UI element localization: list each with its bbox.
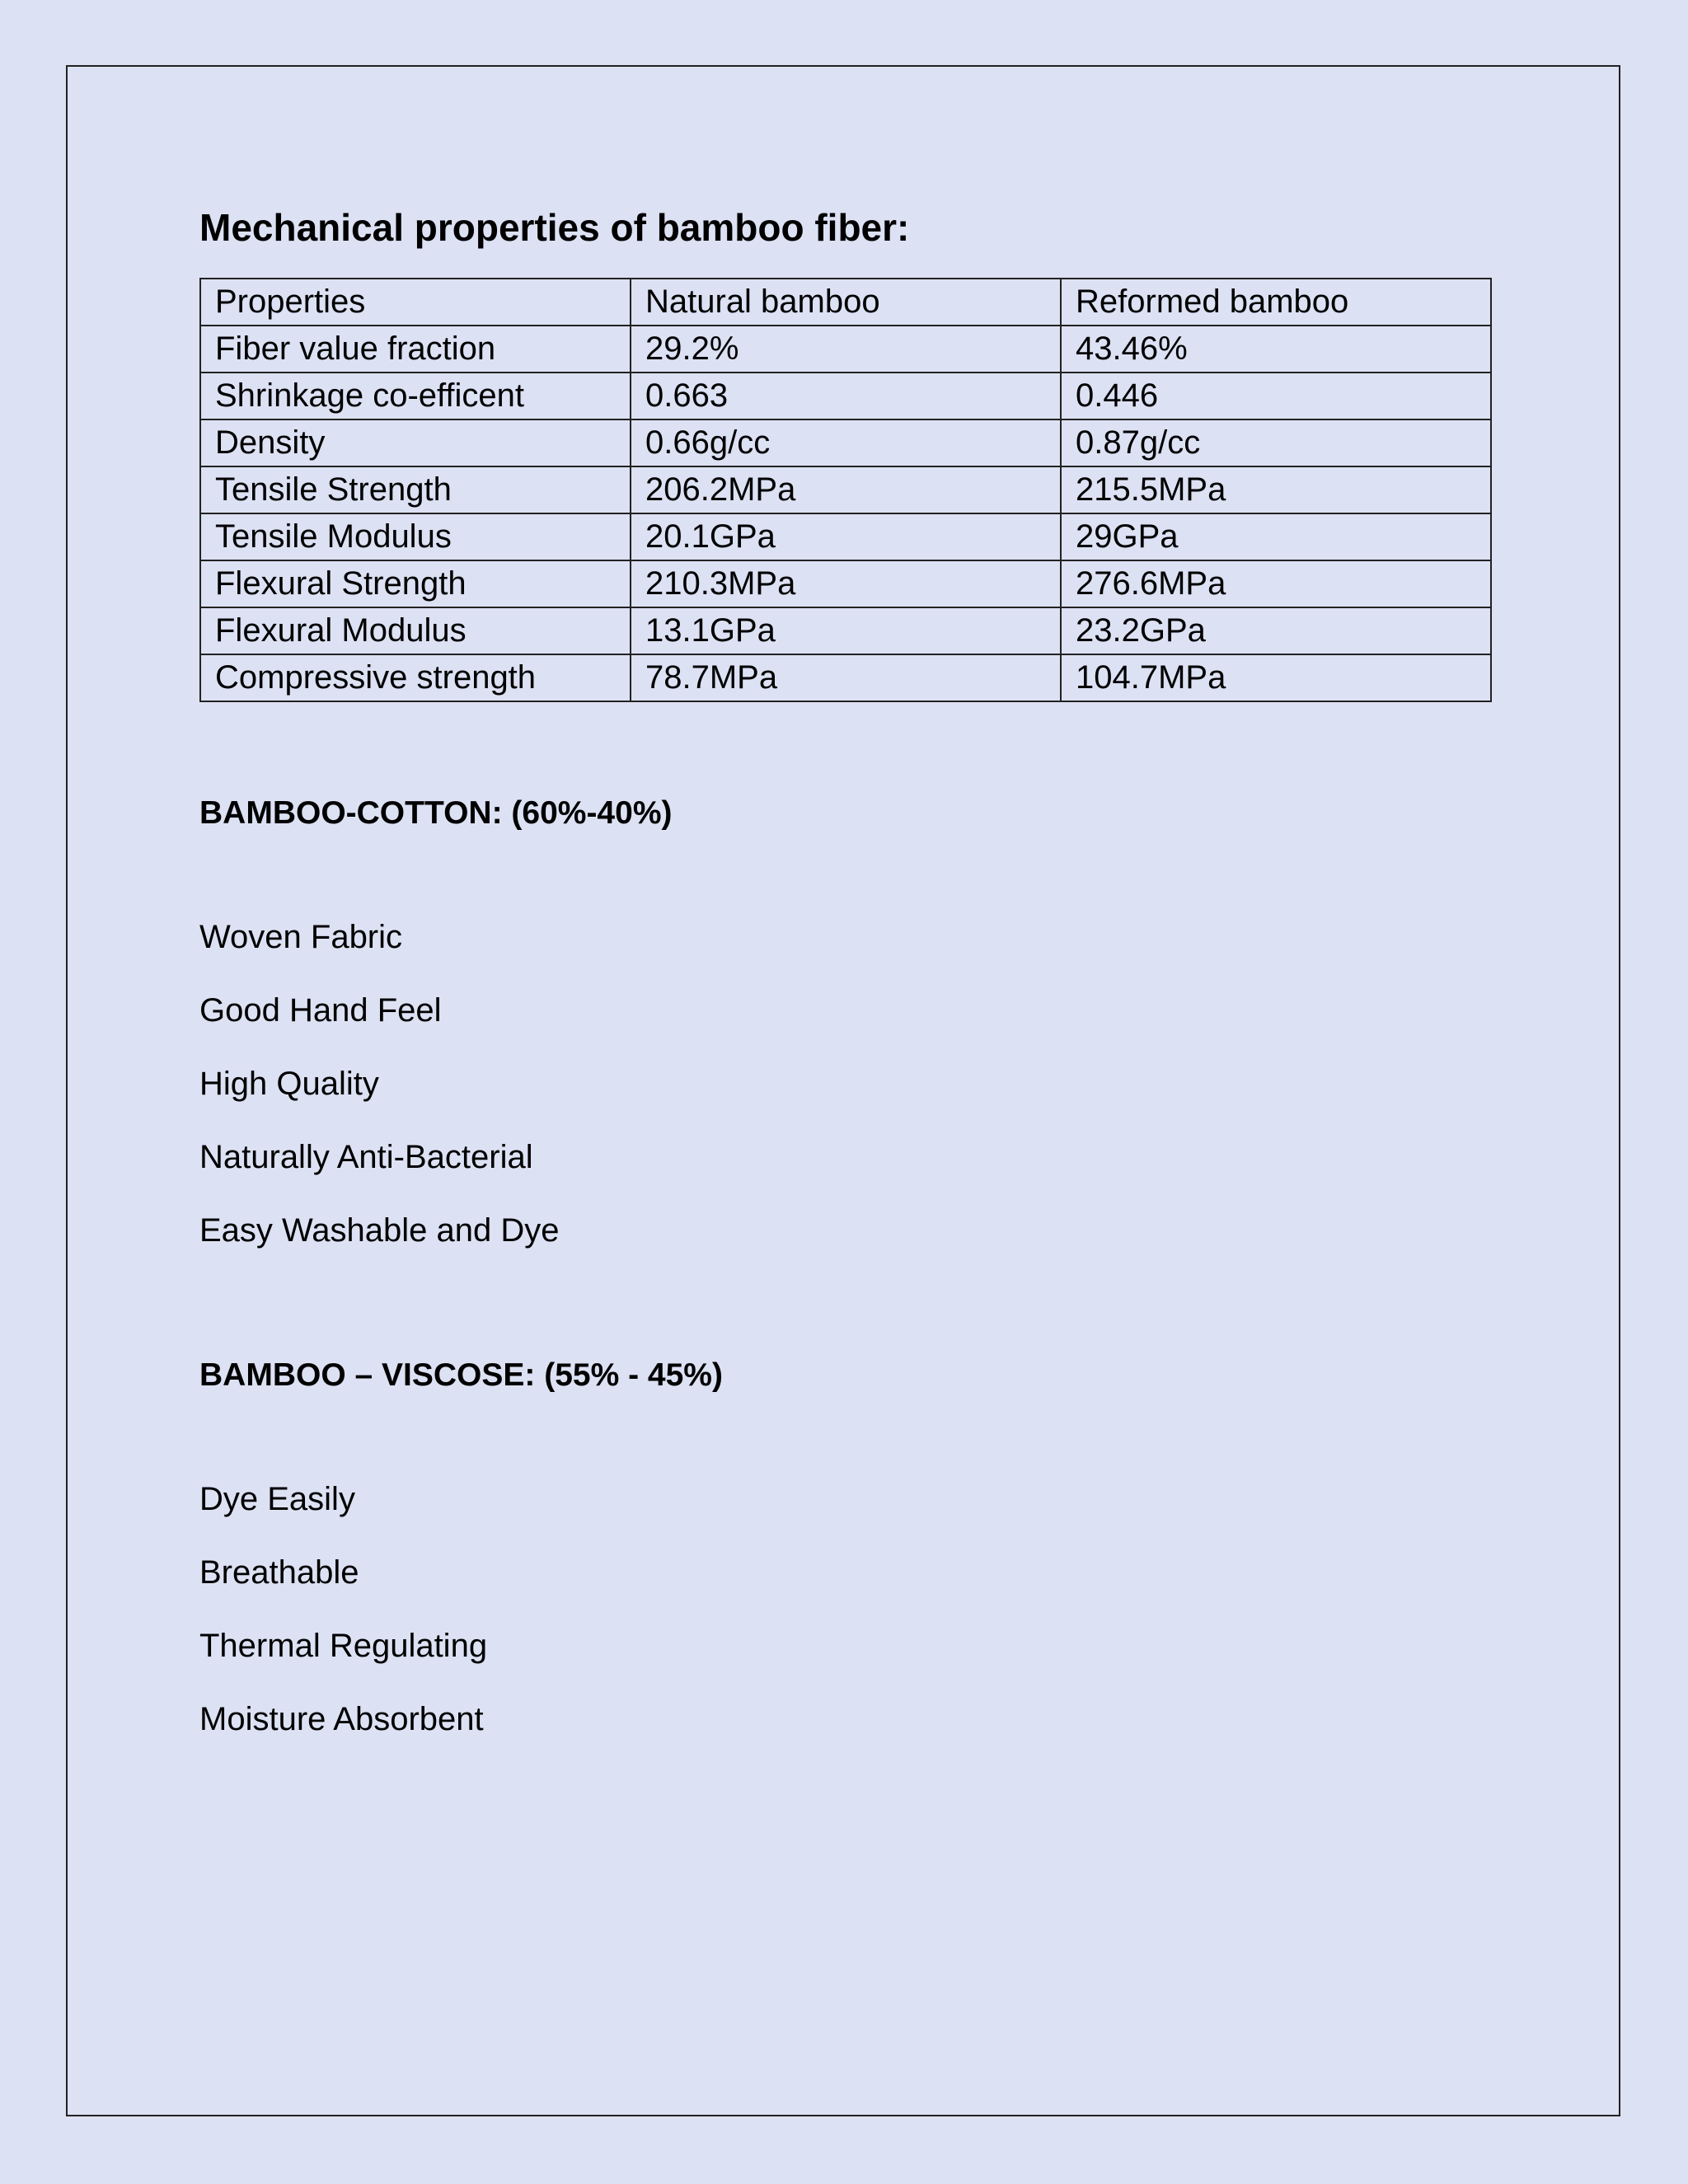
table-row — [200, 466, 1491, 513]
table-cell: 210.3MPa — [631, 560, 1061, 607]
table-header-cell: Natural bamboo — [631, 279, 1061, 326]
table-cell: 276.6MPa — [1061, 560, 1491, 607]
table-row — [200, 373, 1491, 419]
list-item: Woven Fabric — [199, 919, 403, 955]
bamboo-viscose-feature-list — [199, 1479, 487, 1772]
table-row — [200, 513, 1491, 560]
table-row — [200, 607, 1491, 654]
table-cell: 43.46% — [1061, 326, 1491, 373]
list-item: Moisture Absorbent — [199, 1701, 484, 1737]
table-cell: Compressive strength — [200, 654, 631, 701]
table-cell: 0.66g/cc — [631, 419, 1061, 466]
list-item: Thermal Regulating — [199, 1628, 488, 1664]
table-header-cell: Properties — [200, 279, 631, 326]
table-cell: Tensile Strength — [200, 466, 631, 513]
section-heading-bamboo-cotton: BAMBOO-COTTON: (60%-40%) — [199, 795, 673, 831]
table-cell: Flexural Modulus — [200, 607, 631, 654]
table-header-row — [200, 279, 1491, 326]
section-heading-bamboo-viscose: BAMBOO – VISCOSE: (55% - 45%) — [199, 1357, 723, 1393]
table-cell: Shrinkage co-efficent — [200, 373, 631, 419]
list-item: Naturally Anti-Bacterial — [199, 1139, 533, 1175]
table-cell: 0.446 — [1061, 373, 1491, 419]
table-cell: Density — [200, 419, 631, 466]
list-item: Dye Easily — [199, 1481, 355, 1517]
table-cell: Flexural Strength — [200, 560, 631, 607]
table-cell: 104.7MPa — [1061, 654, 1491, 701]
table-cell: 20.1GPa — [631, 513, 1061, 560]
list-item: Easy Washable and Dye — [199, 1212, 560, 1249]
table-row — [200, 419, 1491, 466]
table-cell: 206.2MPa — [631, 466, 1061, 513]
table-cell: 0.663 — [631, 373, 1061, 419]
table-cell: 29.2% — [631, 326, 1061, 373]
table-cell: 215.5MPa — [1061, 466, 1491, 513]
list-item: High Quality — [199, 1066, 379, 1102]
table-header-cell: Reformed bamboo — [1061, 279, 1491, 326]
table-cell: 23.2GPa — [1061, 607, 1491, 654]
list-item: Breathable — [199, 1554, 359, 1591]
table-cell: 29GPa — [1061, 513, 1491, 560]
bamboo-cotton-feature-list — [199, 916, 560, 1283]
table-cell: Fiber value fraction — [200, 326, 631, 373]
table-cell: Tensile Modulus — [200, 513, 631, 560]
table-row — [200, 654, 1491, 701]
table-row — [200, 560, 1491, 607]
table-cell: 78.7MPa — [631, 654, 1061, 701]
properties-table — [199, 278, 1492, 702]
table-row — [200, 326, 1491, 373]
list-item: Good Hand Feel — [199, 992, 442, 1029]
page-title: Mechanical properties of bamboo fiber: — [199, 206, 910, 249]
table-cell: 0.87g/cc — [1061, 419, 1491, 466]
table-cell: 13.1GPa — [631, 607, 1061, 654]
